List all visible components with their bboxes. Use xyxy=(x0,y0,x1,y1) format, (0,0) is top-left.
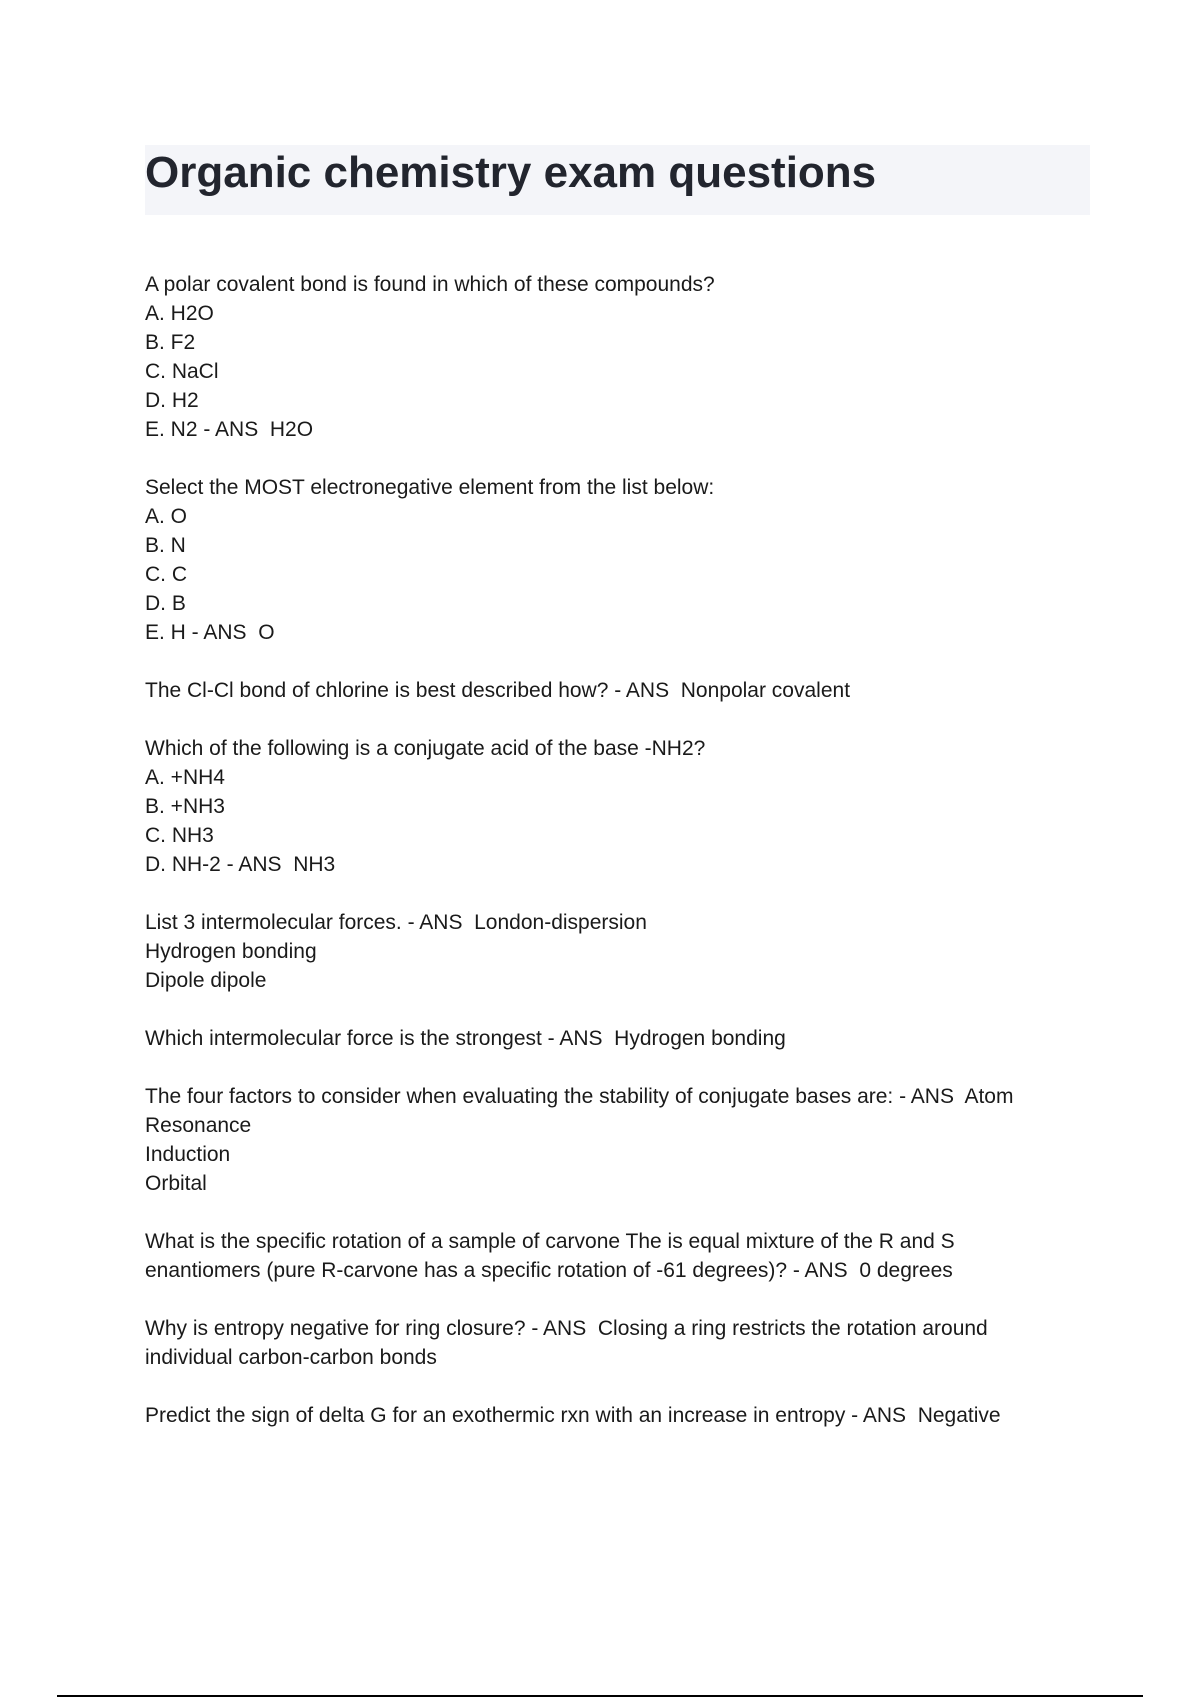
question-block xyxy=(145,270,1090,444)
answer-line: enantiomers (pure R-carvone has a specific rotation of -61 degrees)? - ANS 0 degrees xyxy=(145,1259,953,1282)
answer-line: A. +NH4 xyxy=(145,766,225,789)
footer-divider xyxy=(57,1695,1143,1697)
question-block xyxy=(145,1227,1090,1285)
answer-line: E. N2 - ANS H2O xyxy=(145,418,314,441)
question-block xyxy=(145,908,1090,995)
question-block xyxy=(145,734,1090,879)
answer-line: Orbital xyxy=(145,1172,207,1195)
answer-line: Hydrogen bonding xyxy=(145,940,317,963)
answer-line: C. C xyxy=(145,563,187,586)
question-text: Predict the sign of delta G for an exothermic rxn with an increase in entropy - ANS Negative xyxy=(145,1404,1001,1427)
answer-line: Resonance xyxy=(145,1114,252,1137)
answer-line: A. O xyxy=(145,505,188,528)
answer-line: E. H - ANS O xyxy=(145,621,275,644)
question-text: A polar covalent bond is found in which of these compounds? xyxy=(145,273,715,296)
answer-line: Dipole dipole xyxy=(145,969,267,992)
question-text: Select the MOST electronegative element from the list below: xyxy=(145,476,715,499)
page-title: Organic chemistry exam questions xyxy=(145,148,877,197)
answer-line: C. NH3 xyxy=(145,824,214,847)
question-block xyxy=(145,1401,1090,1430)
question-text: Why is entropy negative for ring closure? - ANS Closing a ring restricts the rotation around xyxy=(145,1317,988,1340)
question-block xyxy=(145,473,1090,647)
answer-line: C. NaCl xyxy=(145,360,219,383)
question-text: Which intermolecular force is the strongest - ANS Hydrogen bonding xyxy=(145,1027,786,1050)
question-text: The four factors to consider when evaluating the stability of conjugate bases are: - ANS Atom xyxy=(145,1085,1014,1108)
answer-line: B. F2 xyxy=(145,331,196,354)
answer-line: B. +NH3 xyxy=(145,795,225,818)
answer-line: D. NH-2 - ANS NH3 xyxy=(145,853,336,876)
question-text: Which of the following is a conjugate acid of the base -NH2? xyxy=(145,737,706,760)
question-block xyxy=(145,1024,1090,1053)
answer-line: individual carbon-carbon bonds xyxy=(145,1346,437,1369)
question-block xyxy=(145,676,1090,705)
question-text: What is the specific rotation of a sample of carvone The is equal mixture of the R and S xyxy=(145,1230,955,1253)
question-text: List 3 intermolecular forces. - ANS London-dispersion xyxy=(145,911,647,934)
question-block xyxy=(145,1082,1090,1198)
answer-line: D. B xyxy=(145,592,186,615)
title-banner xyxy=(145,145,1090,215)
question-list xyxy=(145,270,1090,1459)
answer-line: A. H2O xyxy=(145,302,214,325)
question-text: The Cl-Cl bond of chlorine is best described how? - ANS Nonpolar covalent xyxy=(145,679,851,702)
answer-line: B. N xyxy=(145,534,186,557)
answer-line: Induction xyxy=(145,1143,231,1166)
answer-line: D. H2 xyxy=(145,389,199,412)
question-block xyxy=(145,1314,1090,1372)
